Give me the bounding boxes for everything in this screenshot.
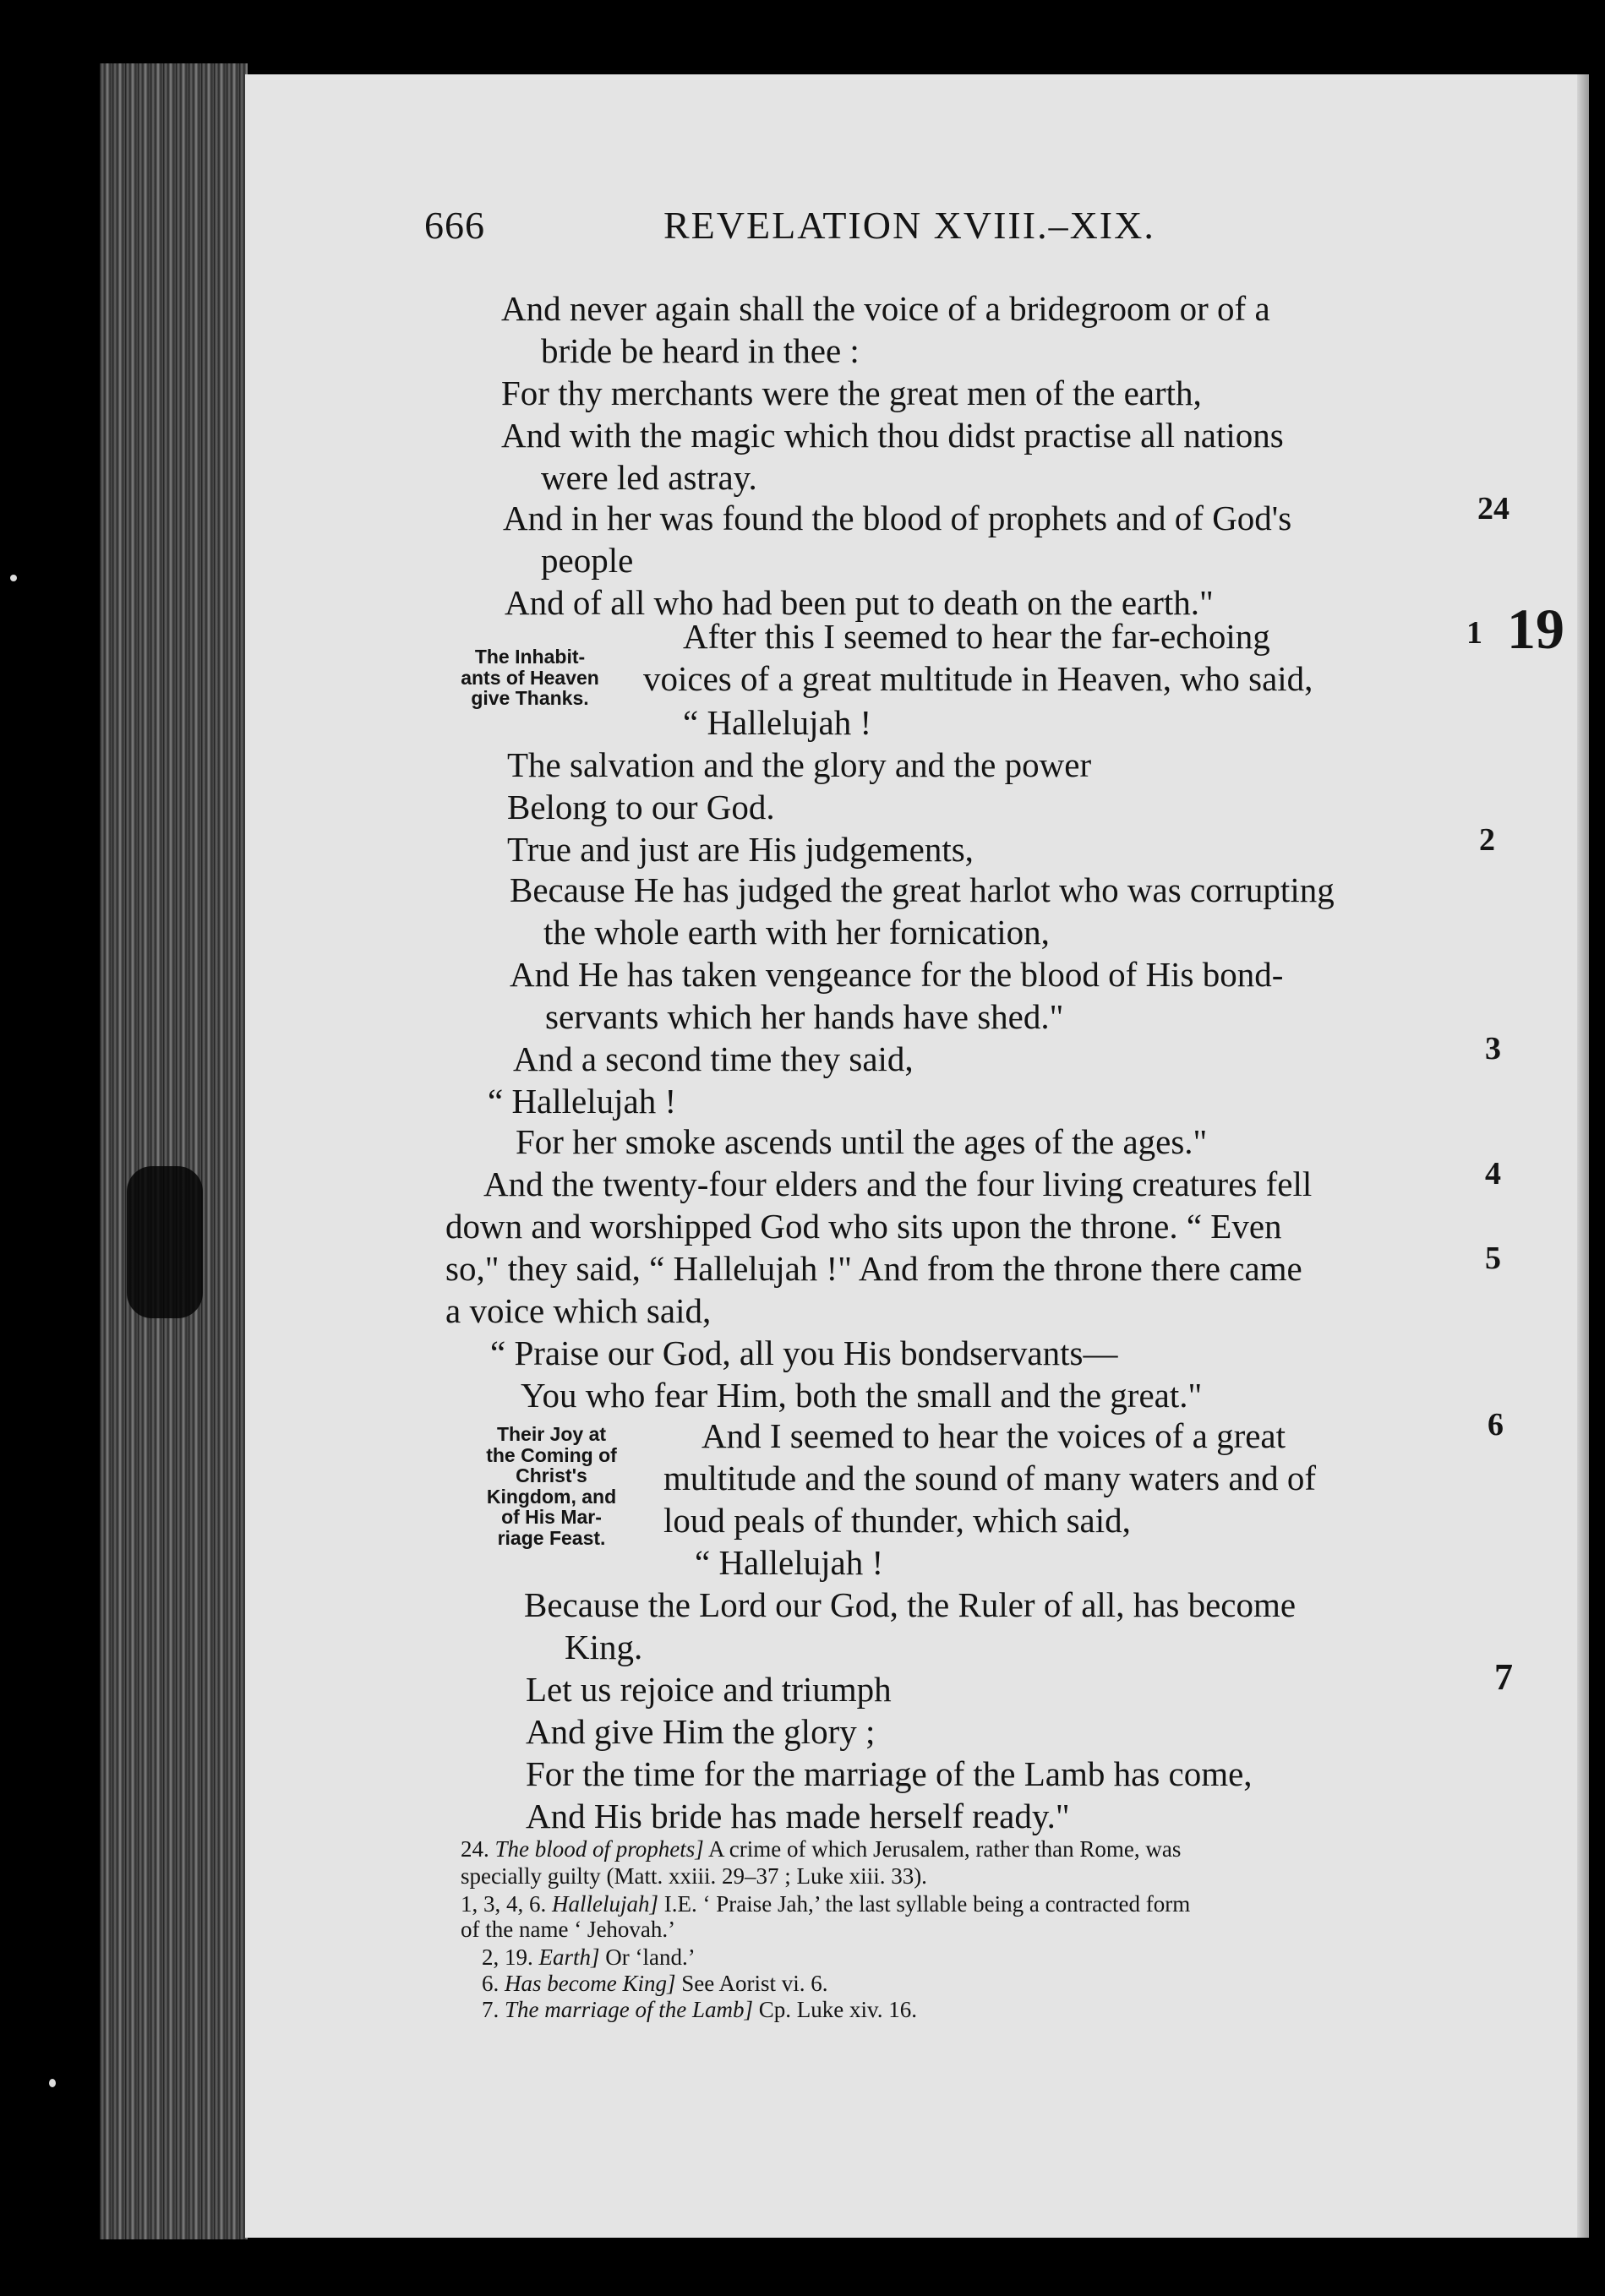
text-line: And never again shall the voice of a bridegroom or of a: [501, 289, 1270, 328]
running-title: REVELATION XVIII.–XIX.: [663, 204, 1155, 247]
verse-number: 5: [1485, 1241, 1501, 1276]
text-line: And in her was found the blood of prophets and of God's: [503, 499, 1292, 537]
text-line: And the twenty-four elders and the four living creatures fell: [483, 1164, 1313, 1203]
text-line: loud peals of thunder, which said,: [663, 1501, 1131, 1540]
text-line: For the time for the marriage of the Lamb has come,: [526, 1754, 1253, 1793]
text-line: And a second time they said,: [513, 1039, 914, 1078]
footnote-term: Hallelujah]: [552, 1891, 658, 1917]
footnote: [461, 1918, 675, 1941]
footnote: [482, 1972, 827, 1995]
text-line: And His bride has made herself ready.": [526, 1797, 1070, 1835]
text-line: so," they said, “ Hallelujah !" And from the throne there came: [445, 1249, 1302, 1288]
footnote: [461, 1838, 1181, 1861]
text-line: people: [541, 541, 634, 580]
footnote-ref: 1, 3, 4, 6.: [461, 1891, 547, 1917]
text-line: And with the magic which thou didst practise all nations: [501, 416, 1284, 455]
side-note-line: The Inhabit-: [474, 646, 586, 668]
side-note-joy: [448, 1424, 655, 1549]
book-spine-edge: [100, 63, 248, 2239]
text-line: Let us rejoice and triumph: [526, 1670, 892, 1709]
spine-shadow: [127, 1166, 203, 1318]
scan-speck: [10, 575, 17, 581]
footnote: [461, 1893, 1190, 1916]
verse-number: 3: [1485, 1031, 1501, 1066]
side-note-line: riage Feast.: [497, 1527, 606, 1550]
text-line: True and just are His judgements,: [507, 830, 974, 869]
side-note-line: Kingdom, and: [486, 1485, 617, 1508]
footnote-ref: 7.: [482, 1997, 500, 2022]
text-line: were led astray.: [541, 458, 757, 497]
verse-number: 24: [1477, 491, 1509, 526]
footnote-ref: 2, 19.: [482, 1944, 533, 1970]
verse-number: 4: [1485, 1156, 1501, 1192]
text-line: And of all who had been put to death on the earth.": [505, 583, 1214, 622]
footnote: [461, 1865, 927, 1888]
text-line: “ Hallelujah !: [695, 1543, 884, 1582]
footnote: [482, 1946, 696, 1969]
text-line: “ Hallelujah !: [488, 1082, 677, 1121]
footnote-text: See Aorist vi. 6.: [675, 1971, 828, 1996]
page-number: 666: [424, 204, 485, 247]
footnote-term: The blood of prophets]: [494, 1836, 704, 1862]
side-note-line: the Coming of: [486, 1443, 617, 1466]
footnote-text: I.E. ‘ Praise Jah,’ the last syllable being a contracted form: [658, 1891, 1191, 1917]
footnote-text: of the name ‘ Jehovah.’: [461, 1917, 676, 1942]
text-line: “ Hallelujah !: [683, 703, 872, 742]
chapter-number: 19: [1507, 597, 1564, 661]
side-note-inhabitants: [424, 646, 636, 709]
text-line: Because He has judged the great harlot who was corrupting: [510, 870, 1335, 909]
footnote-term: Earth]: [538, 1944, 600, 1970]
side-note-line: Christ's: [516, 1464, 587, 1487]
footnote-text: A crime of which Jerusalem, rather than Rome, was: [703, 1836, 1182, 1862]
text-line: For thy merchants were the great men of the earth,: [501, 374, 1202, 412]
side-note-line: ants of Heaven: [461, 666, 599, 689]
verse-number: 6: [1488, 1407, 1504, 1442]
text-line: And He has taken vengeance for the blood of His bond-: [510, 955, 1284, 994]
footnote-ref: 24.: [461, 1836, 489, 1862]
text-line: a voice which said,: [445, 1291, 712, 1330]
footnote-ref: 6.: [482, 1971, 500, 1996]
text-line: And I seemed to hear the voices of a great: [702, 1416, 1286, 1455]
text-line: servants which her hands have shed.": [545, 997, 1064, 1036]
text-line: down and worshipped God who sits upon the throne. “ Even: [445, 1207, 1282, 1246]
footnote-text: specially guilty (Matt. xxiii. 29–37 ; Luke xiii. 33).: [461, 1863, 927, 1889]
footnote-term: The marriage of the Lamb]: [505, 1997, 754, 2022]
text-line: bride be heard in thee :: [541, 331, 860, 370]
text-line: The salvation and the glory and the power: [507, 745, 1092, 784]
side-note-line: give Thanks.: [471, 687, 589, 710]
text-line: You who fear Him, both the small and the great.": [521, 1376, 1203, 1415]
text-line: multitude and the sound of many waters and of: [663, 1459, 1316, 1497]
side-note-line: Their Joy at: [496, 1423, 607, 1445]
text-line: For her smoke ascends until the ages of the ages.": [516, 1122, 1208, 1161]
text-line: Belong to our God.: [507, 788, 775, 826]
text-line: And give Him the glory ;: [526, 1712, 876, 1751]
footnote-term: Has become King]: [505, 1971, 676, 1996]
text-line: the whole earth with her fornication,: [543, 913, 1050, 952]
verse-number: 2: [1479, 822, 1495, 858]
footnote: [482, 1999, 917, 2021]
scan-speck: [49, 2079, 56, 2087]
verse-number: 1: [1466, 615, 1482, 651]
side-note-line: of His Mar-: [501, 1506, 602, 1529]
footnote-text: Cp. Luke xiv. 16.: [753, 1997, 917, 2022]
verse-number: 7: [1494, 1656, 1513, 1698]
text-line: “ Praise our God, all you His bondservants—: [490, 1333, 1118, 1372]
text-line: voices of a great multitude in Heaven, who said,: [643, 659, 1313, 698]
text-line: After this I seemed to hear the far-echoing: [683, 617, 1270, 656]
text-line: Because the Lord our God, the Ruler of all, has become: [524, 1585, 1297, 1624]
text-line: King.: [565, 1628, 643, 1666]
page-edge: [1577, 74, 1589, 2238]
footnote-text: Or ‘land.’: [599, 1944, 696, 1970]
